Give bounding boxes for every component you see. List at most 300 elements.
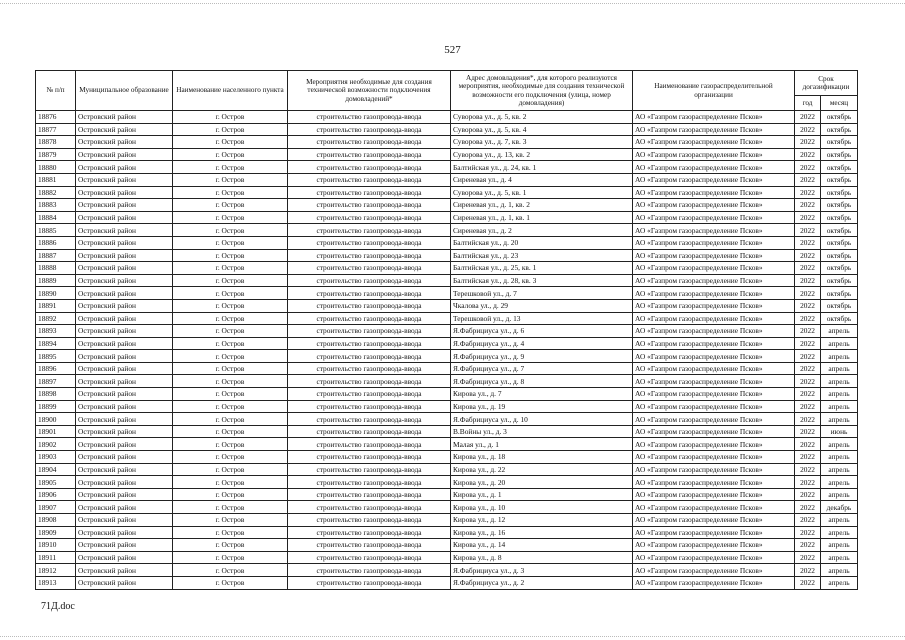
row-year: 2022 bbox=[795, 211, 821, 224]
row-year: 2022 bbox=[795, 123, 821, 136]
row-year: 2022 bbox=[795, 425, 821, 438]
row-activity: строительство газопровода-ввода bbox=[288, 224, 451, 237]
row-municipality: Островский район bbox=[76, 463, 173, 476]
row-locality: г. Остров bbox=[173, 262, 288, 275]
table-row bbox=[36, 501, 858, 514]
header-municipality: Муниципальное образование bbox=[76, 71, 173, 111]
table-row bbox=[36, 211, 858, 224]
row-municipality: Островский район bbox=[76, 551, 173, 564]
header-term: Срок догазификации bbox=[795, 71, 858, 96]
row-month: апрель bbox=[821, 375, 858, 388]
table-row bbox=[36, 425, 858, 438]
row-month: октябрь bbox=[821, 236, 858, 249]
row-num: 18893 bbox=[36, 325, 76, 338]
row-municipality: Островский район bbox=[76, 224, 173, 237]
row-address: Малая ул., д. 1 bbox=[451, 438, 633, 451]
row-num: 18888 bbox=[36, 262, 76, 275]
row-year: 2022 bbox=[795, 526, 821, 539]
row-activity: строительство газопровода-ввода bbox=[288, 211, 451, 224]
row-month: апрель bbox=[821, 476, 858, 489]
row-activity: строительство газопровода-ввода bbox=[288, 362, 451, 375]
table-row bbox=[36, 576, 858, 589]
row-month: апрель bbox=[821, 325, 858, 338]
row-organization: АО «Газпром газораспределение Псков» bbox=[633, 299, 795, 312]
row-municipality: Островский район bbox=[76, 451, 173, 464]
row-municipality: Островский район bbox=[76, 337, 173, 350]
row-num: 18910 bbox=[36, 539, 76, 552]
row-year: 2022 bbox=[795, 337, 821, 350]
row-num: 18902 bbox=[36, 438, 76, 451]
row-address: Суворова ул., д. 5, кв. 2 bbox=[451, 111, 633, 124]
row-year: 2022 bbox=[795, 161, 821, 174]
table-row bbox=[36, 173, 858, 186]
row-activity: строительство газопровода-ввода bbox=[288, 274, 451, 287]
row-locality: г. Остров bbox=[173, 211, 288, 224]
table-row bbox=[36, 299, 858, 312]
row-num: 18894 bbox=[36, 337, 76, 350]
row-activity: строительство газопровода-ввода bbox=[288, 576, 451, 589]
row-locality: г. Остров bbox=[173, 249, 288, 262]
table-row bbox=[36, 186, 858, 199]
row-year: 2022 bbox=[795, 438, 821, 451]
row-month: октябрь bbox=[821, 211, 858, 224]
scan-edge-bottom bbox=[0, 636, 905, 638]
table-row bbox=[36, 388, 858, 401]
table-row bbox=[36, 287, 858, 300]
header-activity: Мероприятия необходимые для создания технической возможности подключения домовладений* bbox=[288, 71, 451, 111]
table-row bbox=[36, 526, 858, 539]
row-locality: г. Остров bbox=[173, 136, 288, 149]
row-activity: строительство газопровода-ввода bbox=[288, 249, 451, 262]
row-num: 18882 bbox=[36, 186, 76, 199]
row-locality: г. Остров bbox=[173, 501, 288, 514]
row-locality: г. Остров bbox=[173, 451, 288, 464]
row-municipality: Островский район bbox=[76, 425, 173, 438]
row-activity: строительство газопровода-ввода bbox=[288, 514, 451, 527]
row-municipality: Островский район bbox=[76, 325, 173, 338]
row-municipality: Островский район bbox=[76, 576, 173, 589]
row-municipality: Островский район bbox=[76, 299, 173, 312]
row-locality: г. Остров bbox=[173, 438, 288, 451]
row-locality: г. Остров bbox=[173, 514, 288, 527]
row-activity: строительство газопровода-ввода bbox=[288, 539, 451, 552]
table-row bbox=[36, 312, 858, 325]
header-organization: Наименование газораспределительной организации bbox=[633, 71, 795, 111]
row-address: Чкалова ул., д. 29 bbox=[451, 299, 633, 312]
row-locality: г. Остров bbox=[173, 551, 288, 564]
row-address: Балтийская ул., д. 28, кв. 3 bbox=[451, 274, 633, 287]
table-row bbox=[36, 476, 858, 489]
row-locality: г. Остров bbox=[173, 350, 288, 363]
row-month: апрель bbox=[821, 514, 858, 527]
row-locality: г. Остров bbox=[173, 173, 288, 186]
row-municipality: Островский район bbox=[76, 249, 173, 262]
row-organization: АО «Газпром газораспределение Псков» bbox=[633, 337, 795, 350]
row-month: октябрь bbox=[821, 262, 858, 275]
row-locality: г. Остров bbox=[173, 375, 288, 388]
row-organization: АО «Газпром газораспределение Псков» bbox=[633, 514, 795, 527]
row-municipality: Островский район bbox=[76, 262, 173, 275]
row-activity: строительство газопровода-ввода bbox=[288, 186, 451, 199]
row-num: 18908 bbox=[36, 514, 76, 527]
row-num: 18881 bbox=[36, 173, 76, 186]
row-organization: АО «Газпром газораспределение Псков» bbox=[633, 173, 795, 186]
row-locality: г. Остров bbox=[173, 463, 288, 476]
row-num: 18880 bbox=[36, 161, 76, 174]
row-month: октябрь bbox=[821, 148, 858, 161]
row-organization: АО «Газпром газораспределение Псков» bbox=[633, 161, 795, 174]
row-num: 18906 bbox=[36, 488, 76, 501]
row-month: июнь bbox=[821, 425, 858, 438]
row-locality: г. Остров bbox=[173, 400, 288, 413]
row-month: апрель bbox=[821, 400, 858, 413]
row-organization: АО «Газпром газораспределение Псков» bbox=[633, 123, 795, 136]
row-locality: г. Остров bbox=[173, 488, 288, 501]
row-month: октябрь bbox=[821, 224, 858, 237]
row-municipality: Островский район bbox=[76, 476, 173, 489]
row-organization: АО «Газпром газораспределение Псков» bbox=[633, 564, 795, 577]
row-month: октябрь bbox=[821, 287, 858, 300]
footer-doc-name: 71Д.doc bbox=[41, 601, 75, 612]
row-locality: г. Остров bbox=[173, 576, 288, 589]
row-municipality: Островский район bbox=[76, 136, 173, 149]
row-organization: АО «Газпром газораспределение Псков» bbox=[633, 274, 795, 287]
row-activity: строительство газопровода-ввода bbox=[288, 161, 451, 174]
row-address: Сиреневая ул., д. 4 bbox=[451, 173, 633, 186]
row-num: 18883 bbox=[36, 199, 76, 212]
row-year: 2022 bbox=[795, 148, 821, 161]
page-number: 527 bbox=[444, 44, 461, 56]
row-num: 18885 bbox=[36, 224, 76, 237]
row-year: 2022 bbox=[795, 375, 821, 388]
row-locality: г. Остров bbox=[173, 425, 288, 438]
row-address: Кирова ул., д. 10 bbox=[451, 501, 633, 514]
row-organization: АО «Газпром газораспределение Псков» bbox=[633, 576, 795, 589]
row-activity: строительство газопровода-ввода bbox=[288, 526, 451, 539]
row-activity: строительство газопровода-ввода bbox=[288, 173, 451, 186]
row-organization: АО «Газпром газораспределение Псков» bbox=[633, 350, 795, 363]
row-num: 18903 bbox=[36, 451, 76, 464]
row-address: Я.Фабрициуса ул., д. 7 bbox=[451, 362, 633, 375]
row-activity: строительство газопровода-ввода bbox=[288, 438, 451, 451]
row-num: 18901 bbox=[36, 425, 76, 438]
row-activity: строительство газопровода-ввода bbox=[288, 476, 451, 489]
row-address: В.Войны ул., д. 3 bbox=[451, 425, 633, 438]
row-activity: строительство газопровода-ввода bbox=[288, 325, 451, 338]
row-month: апрель bbox=[821, 388, 858, 401]
row-address: Суворова ул., д. 5, кв. 1 bbox=[451, 186, 633, 199]
row-municipality: Островский район bbox=[76, 362, 173, 375]
table-row bbox=[36, 551, 858, 564]
row-activity: строительство газопровода-ввода bbox=[288, 287, 451, 300]
row-municipality: Островский район bbox=[76, 186, 173, 199]
table-row bbox=[36, 400, 858, 413]
row-municipality: Островский район bbox=[76, 375, 173, 388]
row-municipality: Островский район bbox=[76, 123, 173, 136]
row-year: 2022 bbox=[795, 576, 821, 589]
row-municipality: Островский район bbox=[76, 514, 173, 527]
table-row bbox=[36, 325, 858, 338]
row-locality: г. Остров bbox=[173, 388, 288, 401]
row-num: 18904 bbox=[36, 463, 76, 476]
row-year: 2022 bbox=[795, 325, 821, 338]
row-address: Кирова ул., д. 14 bbox=[451, 539, 633, 552]
row-num: 18897 bbox=[36, 375, 76, 388]
row-address: Я.Фабрициуса ул., д. 4 bbox=[451, 337, 633, 350]
row-activity: строительство газопровода-ввода bbox=[288, 413, 451, 426]
row-organization: АО «Газпром газораспределение Псков» bbox=[633, 463, 795, 476]
row-municipality: Островский район bbox=[76, 350, 173, 363]
row-address: Кирова ул., д. 19 bbox=[451, 400, 633, 413]
row-year: 2022 bbox=[795, 111, 821, 124]
row-month: октябрь bbox=[821, 312, 858, 325]
row-num: 18905 bbox=[36, 476, 76, 489]
row-num: 18890 bbox=[36, 287, 76, 300]
row-organization: АО «Газпром газораспределение Псков» bbox=[633, 148, 795, 161]
row-organization: АО «Газпром газораспределение Псков» bbox=[633, 236, 795, 249]
row-locality: г. Остров bbox=[173, 123, 288, 136]
row-activity: строительство газопровода-ввода bbox=[288, 463, 451, 476]
table-row bbox=[36, 438, 858, 451]
row-municipality: Островский район bbox=[76, 274, 173, 287]
row-num: 18889 bbox=[36, 274, 76, 287]
row-address: Сиреневая ул., д. 1, кв. 2 bbox=[451, 199, 633, 212]
row-month: апрель bbox=[821, 337, 858, 350]
row-organization: АО «Газпром газораспределение Псков» bbox=[633, 488, 795, 501]
row-locality: г. Остров bbox=[173, 287, 288, 300]
row-address: Я.Фабрициуса ул., д. 10 bbox=[451, 413, 633, 426]
row-locality: г. Остров bbox=[173, 476, 288, 489]
row-address: Терешковой ул., д. 13 bbox=[451, 312, 633, 325]
row-month: октябрь bbox=[821, 299, 858, 312]
row-month: апрель bbox=[821, 413, 858, 426]
row-year: 2022 bbox=[795, 388, 821, 401]
row-num: 18884 bbox=[36, 211, 76, 224]
row-municipality: Островский район bbox=[76, 564, 173, 577]
row-activity: строительство газопровода-ввода bbox=[288, 375, 451, 388]
table-row bbox=[36, 224, 858, 237]
row-activity: строительство газопровода-ввода bbox=[288, 337, 451, 350]
row-num: 18899 bbox=[36, 400, 76, 413]
row-month: октябрь bbox=[821, 161, 858, 174]
table-row bbox=[36, 350, 858, 363]
table-row bbox=[36, 337, 858, 350]
row-locality: г. Остров bbox=[173, 199, 288, 212]
row-organization: АО «Газпром газораспределение Псков» bbox=[633, 362, 795, 375]
row-organization: АО «Газпром газораспределение Псков» bbox=[633, 325, 795, 338]
row-year: 2022 bbox=[795, 539, 821, 552]
row-num: 18900 bbox=[36, 413, 76, 426]
row-year: 2022 bbox=[795, 451, 821, 464]
row-month: апрель bbox=[821, 488, 858, 501]
row-year: 2022 bbox=[795, 249, 821, 262]
row-organization: АО «Газпром газораспределение Псков» bbox=[633, 539, 795, 552]
row-organization: АО «Газпром газораспределение Псков» bbox=[633, 211, 795, 224]
row-municipality: Островский район bbox=[76, 211, 173, 224]
table-row bbox=[36, 539, 858, 552]
table-row bbox=[36, 199, 858, 212]
row-locality: г. Остров bbox=[173, 186, 288, 199]
row-month: апрель bbox=[821, 350, 858, 363]
row-organization: АО «Газпром газораспределение Псков» bbox=[633, 388, 795, 401]
table-row bbox=[36, 249, 858, 262]
row-organization: АО «Газпром газораспределение Псков» bbox=[633, 199, 795, 212]
row-organization: АО «Газпром газораспределение Псков» bbox=[633, 501, 795, 514]
table-row bbox=[36, 451, 858, 464]
row-address: Я.Фабрициуса ул., д. 9 bbox=[451, 350, 633, 363]
row-municipality: Островский район bbox=[76, 488, 173, 501]
header-year: год bbox=[795, 96, 821, 111]
row-num: 18912 bbox=[36, 564, 76, 577]
table-row bbox=[36, 123, 858, 136]
row-month: апрель bbox=[821, 564, 858, 577]
row-address: Кирова ул., д. 8 bbox=[451, 551, 633, 564]
row-organization: АО «Газпром газораспределение Псков» bbox=[633, 451, 795, 464]
row-address: Суворова ул., д. 7, кв. 3 bbox=[451, 136, 633, 149]
row-month: апрель bbox=[821, 451, 858, 464]
row-municipality: Островский район bbox=[76, 161, 173, 174]
row-year: 2022 bbox=[795, 199, 821, 212]
row-year: 2022 bbox=[795, 551, 821, 564]
row-address: Терешковой ул., д. 7 bbox=[451, 287, 633, 300]
row-month: декабрь bbox=[821, 501, 858, 514]
header-month: месяц bbox=[821, 96, 858, 111]
row-address: Кирова ул., д. 1 bbox=[451, 488, 633, 501]
row-organization: АО «Газпром газораспределение Псков» bbox=[633, 551, 795, 564]
table-row bbox=[36, 514, 858, 527]
row-activity: строительство газопровода-ввода bbox=[288, 488, 451, 501]
row-year: 2022 bbox=[795, 362, 821, 375]
row-year: 2022 bbox=[795, 400, 821, 413]
row-activity: строительство газопровода-ввода bbox=[288, 425, 451, 438]
row-organization: АО «Газпром газораспределение Псков» bbox=[633, 262, 795, 275]
header-locality: Наименование населенного пункта bbox=[173, 71, 288, 111]
row-activity: строительство газопровода-ввода bbox=[288, 148, 451, 161]
row-year: 2022 bbox=[795, 350, 821, 363]
table-row bbox=[36, 274, 858, 287]
row-year: 2022 bbox=[795, 501, 821, 514]
row-activity: строительство газопровода-ввода bbox=[288, 451, 451, 464]
table-body bbox=[36, 111, 858, 590]
row-organization: АО «Газпром газораспределение Псков» bbox=[633, 312, 795, 325]
row-activity: строительство газопровода-ввода bbox=[288, 501, 451, 514]
row-activity: строительство газопровода-ввода bbox=[288, 111, 451, 124]
row-locality: г. Остров bbox=[173, 325, 288, 338]
row-organization: АО «Газпром газораспределение Псков» bbox=[633, 400, 795, 413]
header-num: № п/п bbox=[36, 71, 76, 111]
row-organization: АО «Газпром газораспределение Псков» bbox=[633, 186, 795, 199]
row-locality: г. Остров bbox=[173, 362, 288, 375]
row-year: 2022 bbox=[795, 287, 821, 300]
table-row bbox=[36, 161, 858, 174]
row-year: 2022 bbox=[795, 488, 821, 501]
row-municipality: Островский район bbox=[76, 413, 173, 426]
row-locality: г. Остров bbox=[173, 413, 288, 426]
row-municipality: Островский район bbox=[76, 287, 173, 300]
row-organization: АО «Газпром газораспределение Псков» bbox=[633, 425, 795, 438]
row-locality: г. Остров bbox=[173, 111, 288, 124]
row-activity: строительство газопровода-ввода bbox=[288, 400, 451, 413]
row-month: апрель bbox=[821, 526, 858, 539]
row-num: 18877 bbox=[36, 123, 76, 136]
row-activity: строительство газопровода-ввода bbox=[288, 199, 451, 212]
row-num: 18896 bbox=[36, 362, 76, 375]
row-year: 2022 bbox=[795, 463, 821, 476]
row-locality: г. Остров bbox=[173, 299, 288, 312]
row-activity: строительство газопровода-ввода bbox=[288, 299, 451, 312]
row-year: 2022 bbox=[795, 274, 821, 287]
row-organization: АО «Газпром газораспределение Псков» bbox=[633, 413, 795, 426]
row-year: 2022 bbox=[795, 299, 821, 312]
row-address: Суворова ул., д. 5, кв. 4 bbox=[451, 123, 633, 136]
row-year: 2022 bbox=[795, 224, 821, 237]
row-num: 18878 bbox=[36, 136, 76, 149]
row-address: Кирова ул., д. 20 bbox=[451, 476, 633, 489]
row-municipality: Островский район bbox=[76, 526, 173, 539]
row-address: Кирова ул., д. 22 bbox=[451, 463, 633, 476]
row-year: 2022 bbox=[795, 476, 821, 489]
row-activity: строительство газопровода-ввода bbox=[288, 262, 451, 275]
row-locality: г. Остров bbox=[173, 274, 288, 287]
table-row bbox=[36, 136, 858, 149]
row-num: 18909 bbox=[36, 526, 76, 539]
row-num: 18879 bbox=[36, 148, 76, 161]
row-num: 18911 bbox=[36, 551, 76, 564]
row-activity: строительство газопровода-ввода bbox=[288, 564, 451, 577]
row-organization: АО «Газпром газораспределение Псков» bbox=[633, 526, 795, 539]
row-organization: АО «Газпром газораспределение Псков» bbox=[633, 111, 795, 124]
row-municipality: Островский район bbox=[76, 438, 173, 451]
row-month: апрель bbox=[821, 438, 858, 451]
row-address: Балтийская ул., д. 24, кв. 1 bbox=[451, 161, 633, 174]
table-row bbox=[36, 375, 858, 388]
row-month: апрель bbox=[821, 551, 858, 564]
row-address: Балтийская ул., д. 25, кв. 1 bbox=[451, 262, 633, 275]
table-row bbox=[36, 262, 858, 275]
row-activity: строительство газопровода-ввода bbox=[288, 350, 451, 363]
table-row bbox=[36, 148, 858, 161]
row-month: апрель bbox=[821, 576, 858, 589]
row-locality: г. Остров bbox=[173, 312, 288, 325]
row-num: 18887 bbox=[36, 249, 76, 262]
row-num: 18913 bbox=[36, 576, 76, 589]
row-activity: строительство газопровода-ввода bbox=[288, 236, 451, 249]
row-year: 2022 bbox=[795, 186, 821, 199]
table-row bbox=[36, 413, 858, 426]
row-organization: АО «Газпром газораспределение Псков» bbox=[633, 375, 795, 388]
row-municipality: Островский район bbox=[76, 173, 173, 186]
row-activity: строительство газопровода-ввода bbox=[288, 551, 451, 564]
row-locality: г. Остров bbox=[173, 526, 288, 539]
row-year: 2022 bbox=[795, 173, 821, 186]
row-month: октябрь bbox=[821, 123, 858, 136]
row-locality: г. Остров bbox=[173, 539, 288, 552]
row-year: 2022 bbox=[795, 514, 821, 527]
row-municipality: Островский район bbox=[76, 148, 173, 161]
row-year: 2022 bbox=[795, 564, 821, 577]
row-month: апрель bbox=[821, 539, 858, 552]
row-address: Кирова ул., д. 18 bbox=[451, 451, 633, 464]
row-num: 18898 bbox=[36, 388, 76, 401]
row-address: Сиреневая ул., д. 1, кв. 1 bbox=[451, 211, 633, 224]
row-month: апрель bbox=[821, 362, 858, 375]
table-row bbox=[36, 488, 858, 501]
row-num: 18876 bbox=[36, 111, 76, 124]
row-address: Я.Фабрициуса ул., д. 6 bbox=[451, 325, 633, 338]
row-organization: АО «Газпром газораспределение Псков» bbox=[633, 224, 795, 237]
row-address: Кирова ул., д. 7 bbox=[451, 388, 633, 401]
row-year: 2022 bbox=[795, 413, 821, 426]
